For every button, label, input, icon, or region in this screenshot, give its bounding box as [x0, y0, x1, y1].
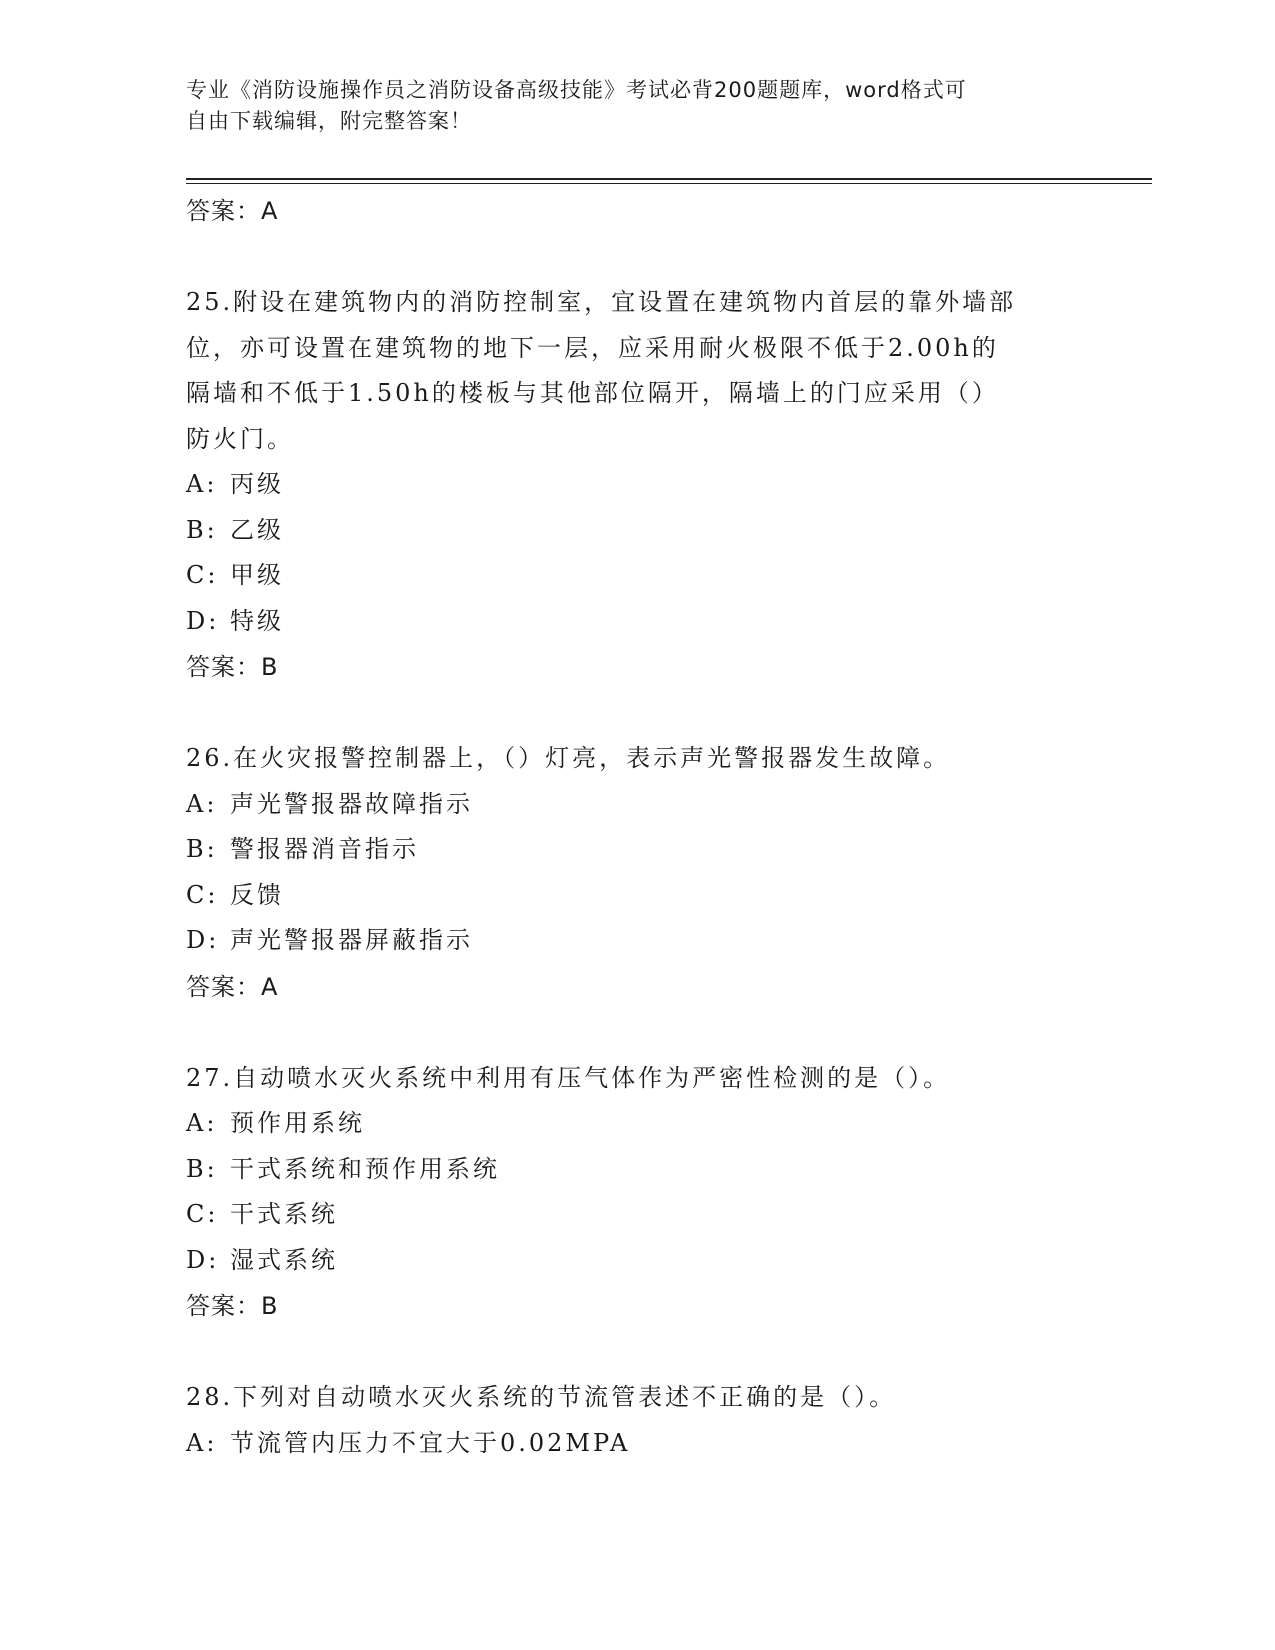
option-text: 甲级: [230, 561, 284, 589]
question-block: [186, 280, 1086, 690]
option-text: 特级: [230, 606, 284, 635]
option-text: 干式系统和预作用系统: [230, 1154, 500, 1183]
header-divider: [186, 178, 1152, 180]
header-line-1: 专业《消防设施操作员之消防设备高级技能》考试必背200题题库，word格式可: [186, 78, 967, 102]
answer-line: 答案：A: [186, 197, 279, 225]
option-d: [186, 599, 1086, 645]
option-c: [186, 873, 1086, 919]
option-a: [186, 462, 1086, 508]
option-b: [186, 827, 1086, 873]
option-text: 湿式系统: [230, 1245, 338, 1274]
option-a: [186, 1101, 1086, 1147]
question-stem: [186, 1056, 1066, 1102]
option-b: [186, 1147, 1086, 1193]
spacer: [186, 1329, 1086, 1375]
option-label: A:: [186, 1428, 218, 1457]
spacer: [186, 1010, 1086, 1056]
option-c: [186, 1192, 1086, 1238]
option-label: A:: [186, 789, 218, 818]
option-text: 声光警报器故障指示: [230, 789, 473, 818]
option-text: 丙级: [230, 470, 284, 498]
option-label: B:: [186, 515, 218, 544]
option-text: 警报器消音指示: [230, 835, 419, 863]
option-text: 预作用系统: [230, 1109, 365, 1137]
question-block: [186, 736, 1086, 1010]
question-stem-line: 位，亦可设置在建筑物的地下一层，应采用耐火极限不低于2.00h的: [186, 333, 999, 362]
spacer: [186, 234, 1086, 280]
option-c: [186, 553, 1086, 599]
question-block: [186, 1056, 1086, 1330]
option-d: [186, 918, 1086, 964]
page-header: [186, 75, 1066, 137]
option-label: D:: [186, 606, 220, 635]
answer-line: 答案：A: [186, 972, 279, 1001]
question-block: [186, 1375, 1086, 1466]
question-stem-line: 防火门。: [186, 424, 294, 453]
option-b: [186, 508, 1086, 554]
question-stem: [186, 280, 1066, 462]
option-text: 反馈: [230, 880, 284, 909]
option-d: [186, 1238, 1086, 1284]
question-stem-line: 27.自动喷水灭火系统中利用有压气体作为严密性检测的是（）。: [186, 1063, 951, 1092]
option-label: A:: [186, 1109, 218, 1137]
option-label: D:: [186, 926, 220, 954]
option-label: A:: [186, 470, 218, 498]
spacer: [186, 690, 1086, 736]
answer-line: 答案：B: [186, 1292, 279, 1320]
option-a: [186, 1421, 1086, 1467]
header-line-2: 自由下载编辑，附完整答案！: [186, 109, 472, 133]
option-text: 节流管内压力不宜大于0.02MPA: [230, 1428, 631, 1457]
option-label: B:: [186, 835, 218, 863]
option-label: C:: [186, 1200, 219, 1228]
question-stem-line: 25.附设在建筑物内的消防控制室，宜设置在建筑物内首层的靠外墙部: [186, 288, 1017, 316]
option-label: C:: [186, 561, 219, 589]
option-text: 声光警报器屏蔽指示: [230, 926, 473, 954]
question-stem-line: 28.下列对自动喷水灭火系统的节流管表述不正确的是（）。: [186, 1383, 897, 1411]
option-label: B:: [186, 1154, 218, 1183]
question-stem-line: 隔墙和不低于1.50h的楼板与其他部位隔开，隔墙上的门应采用（）: [186, 379, 999, 407]
option-text: 干式系统: [230, 1200, 338, 1228]
option-label: D:: [186, 1245, 220, 1274]
option-text: 乙级: [230, 515, 284, 544]
question-stem: [186, 1375, 1066, 1421]
question-stem-line: 26.在火灾报警控制器上，（）灯亮，表示声光警报器发生故障。: [186, 744, 951, 772]
option-a: [186, 782, 1086, 828]
question-list: [186, 188, 1086, 1466]
question-stem: [186, 736, 1066, 782]
option-label: C:: [186, 880, 219, 909]
header-divider-thin: [186, 183, 1152, 184]
answer-line: 答案：B: [186, 653, 279, 681]
